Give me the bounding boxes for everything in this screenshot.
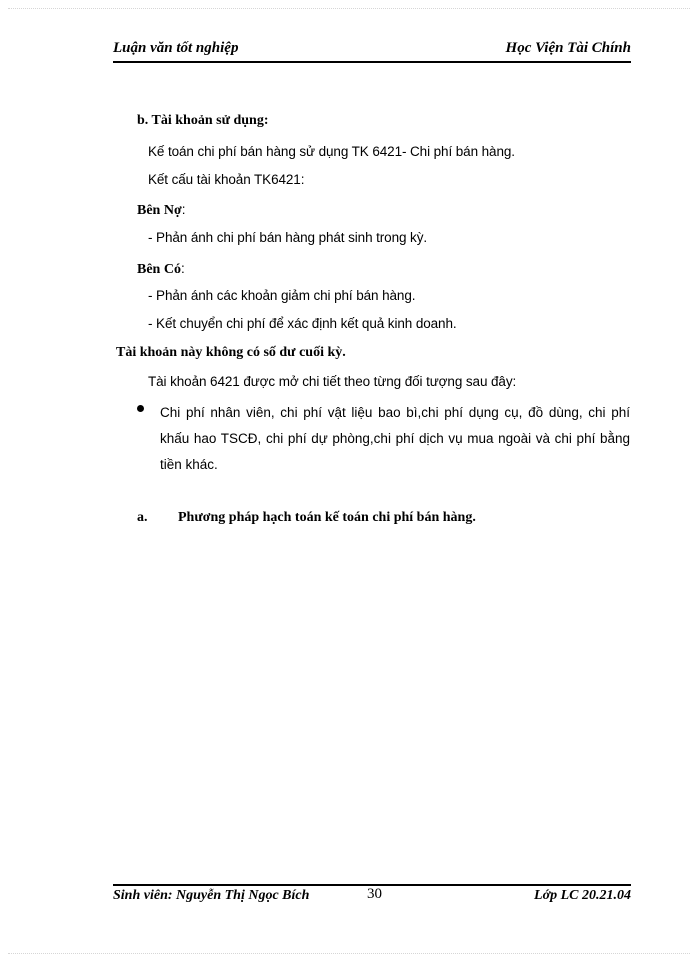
detail-intro: Tài khoản 6421 được mở chi tiết theo từng đối tượng sau đây: <box>148 374 517 389</box>
ben-co-colon: : <box>180 261 185 276</box>
ben-no-item: - Phản ánh chi phí bán hàng phát sinh trong kỳ. <box>148 230 427 245</box>
section-heading-a: Phương pháp hạch toán kế toán chi phí bán hàng. <box>178 510 476 525</box>
no-balance-note: Tài khoản này không có số dư cuối kỳ. <box>116 345 346 360</box>
text-line-2: Kết cấu tài khoản TK6421: <box>148 172 305 187</box>
ben-co-label: Bên Có <box>137 262 181 277</box>
ben-no-heading <box>137 201 185 219</box>
header-rule <box>113 61 631 63</box>
section-heading-a-label: a. <box>137 510 148 525</box>
header-institution: Học Viện Tài Chính <box>505 40 631 56</box>
ben-co-item-2: - Kết chuyển chi phí để xác định kết quả kinh doanh. <box>148 316 457 331</box>
page-number: 30 <box>367 886 382 902</box>
ben-no-colon: : <box>181 202 186 217</box>
ben-co-heading <box>137 260 185 278</box>
text-line-1: Kế toán chi phí bán hàng sử dụng TK 6421- Chi phí bán hàng. <box>148 144 515 159</box>
footer-student: Sinh viên: Nguyễn Thị Ngọc Bích <box>113 888 310 903</box>
footer-class: Lớp LC 20.21.04 <box>534 888 631 903</box>
bullet-paragraph: Chi phí nhân viên, chi phí vật liệu bao bì,chi phí dụng cụ, đồ dùng, chi phí khấu hao TSCĐ, chi phí dự phòng,chi phí dịch vụ mua ngoài và chi phí bằng tiền khác. <box>160 405 630 472</box>
bullet-icon <box>137 405 144 412</box>
ben-co-item-1: - Phản ánh các khoản giảm chi phí bán hàng. <box>148 288 416 303</box>
section-heading-b: b. Tài khoản sử dụng: <box>137 113 269 128</box>
ben-no-label: Bên Nợ <box>137 203 182 218</box>
header-thesis-title: Luận văn tốt nghiệp <box>113 40 239 56</box>
page-header <box>113 40 631 60</box>
